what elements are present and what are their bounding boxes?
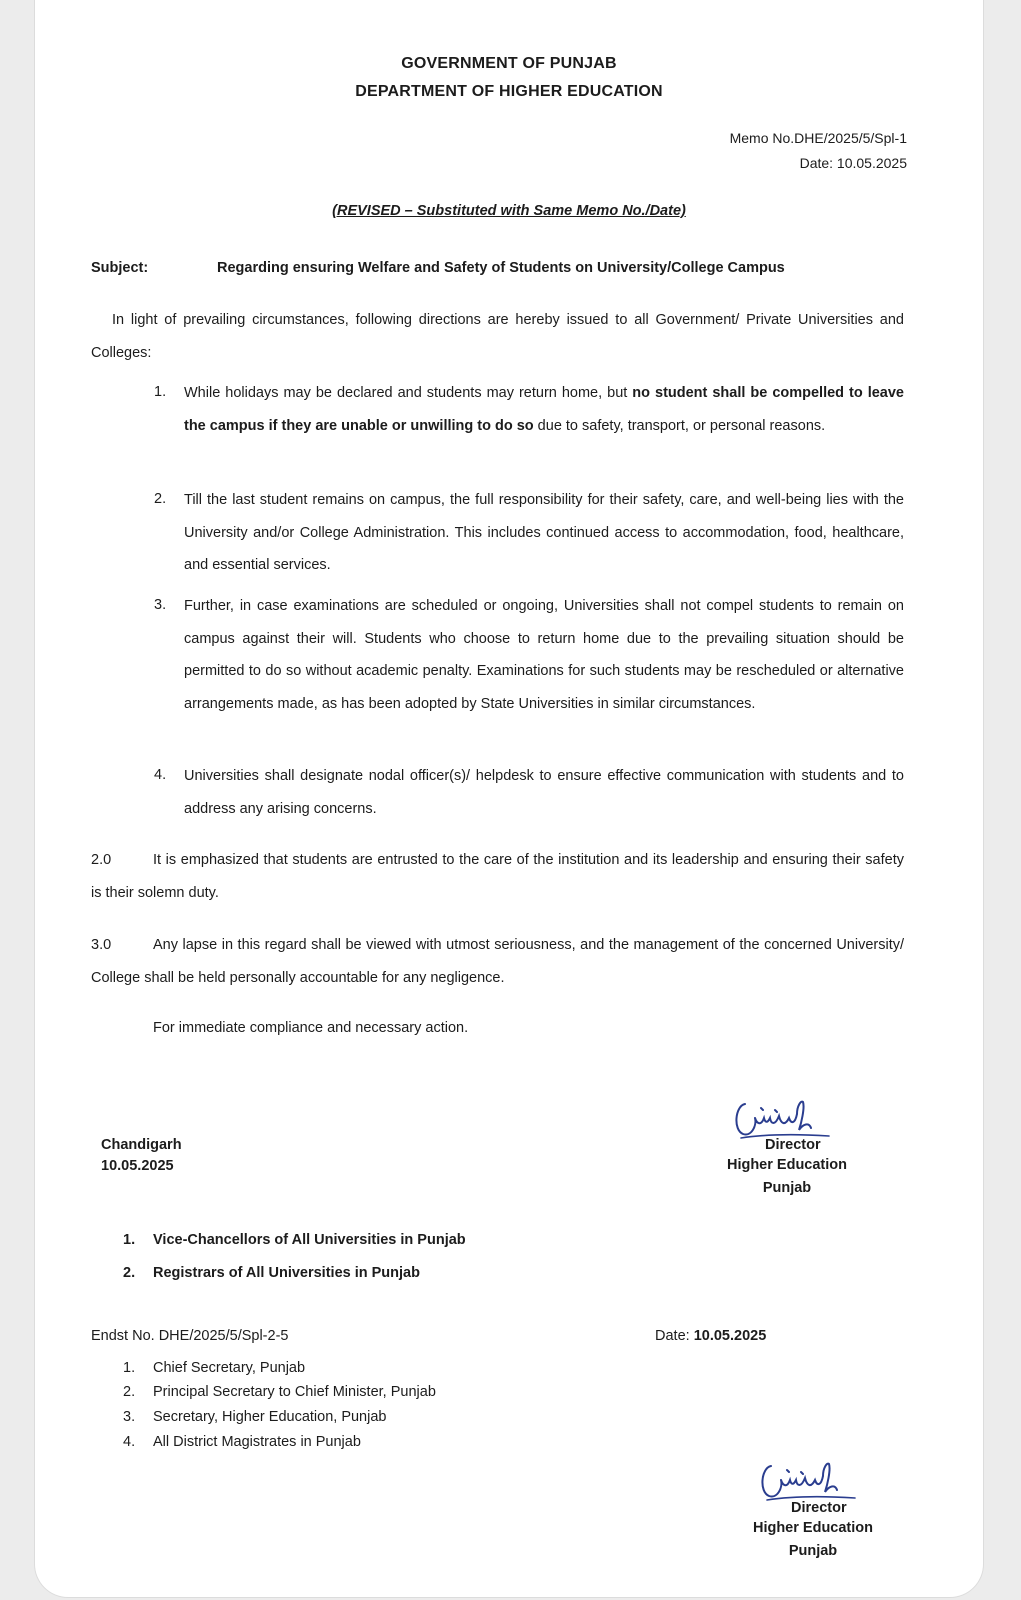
- recipient-2: Registrars of All Universities in Punjab: [153, 1265, 420, 1281]
- memo-number: Memo No.DHE/2025/5/Spl-1: [729, 130, 907, 146]
- direction-3-number: 3.: [154, 597, 167, 613]
- signatory-title-2: Director: [791, 1500, 847, 1516]
- direction-1: [184, 377, 904, 442]
- endorsement-date-value: 10.05.2025: [693, 1328, 767, 1344]
- endorsement-date: [655, 1328, 766, 1344]
- recipient-1-number: 1.: [123, 1232, 136, 1248]
- paragraph-2-text: It is emphasized that students are entrusted to the care of the institution and its leadership and ensuring their safety is their solemn duty.: [91, 852, 904, 901]
- paragraph-3: [91, 929, 904, 994]
- document-page: [34, 0, 984, 1598]
- endorsement-date-label: Date:: [655, 1328, 694, 1344]
- signatory-title: Director: [765, 1137, 821, 1153]
- direction-4-number: 4.: [154, 767, 167, 783]
- subject-label: Subject:: [91, 260, 149, 276]
- intro-paragraph: In light of prevailing circumstances, following directions are hereby issued to all Government/ Private Universities and Colleges:: [91, 312, 904, 361]
- signature-image-2: [757, 1456, 857, 1504]
- direction-3: Further, in case examinations are scheduled or ongoing, Universities shall not compel students to remain on campus against their will. Students who choose to return home due to the prevailing situation should be permitted to do so without academic penalty. Examinations for such students may be rescheduled or alternative arrangements made, as has been adopted by State Universities in similar circumstances.: [184, 598, 904, 712]
- direction-2: Till the last student remains on campus, the full responsibility for their safety, care, and well-being lies with the University and/or College Administration. This includes continued access to accommodation, food, healthcare, and essential services.: [184, 492, 904, 573]
- recipient-2-number: 2.: [123, 1265, 136, 1281]
- compliance-line: For immediate compliance and necessary action.: [153, 1020, 469, 1036]
- signatory-state: Punjab: [762, 1180, 812, 1196]
- government-heading: GOVERNMENT OF PUNJAB: [401, 55, 617, 72]
- copy-1: Chief Secretary, Punjab: [153, 1360, 306, 1376]
- copy-3: Secretary, Higher Education, Punjab: [153, 1409, 387, 1425]
- copy-3-number: 3.: [123, 1409, 136, 1425]
- direction-1-emphasis: no student shall be compelled to leave the campus if they are unable or unwilling to do so: [184, 385, 904, 434]
- copy-2: Principal Secretary to Chief Minister, Punjab: [153, 1384, 436, 1400]
- paragraph-2: [91, 844, 904, 909]
- endorsement-number: Endst No. DHE/2025/5/Spl-2-5: [91, 1328, 289, 1344]
- copy-2-number: 2.: [123, 1384, 136, 1400]
- subject-text: Regarding ensuring Welfare and Safety of Students on University/College Campus: [217, 260, 785, 276]
- copy-4-number: 4.: [123, 1434, 136, 1450]
- paragraph-3-text: Any lapse in this regard shall be viewed with utmost seriousness, and the management of the concerned University/ College shall be held personally accountable for any negligence.: [91, 937, 904, 986]
- revised-note: (REVISED – Substituted with Same Memo No./Date): [332, 203, 686, 219]
- copy-1-number: 1.: [123, 1360, 136, 1376]
- direction-2-number: 2.: [154, 491, 167, 507]
- department-heading: DEPARTMENT OF HIGHER EDUCATION: [355, 83, 663, 100]
- memo-date: Date: 10.05.2025: [799, 155, 907, 171]
- signatory-office: Higher Education: [726, 1157, 848, 1173]
- signature-image: [731, 1094, 831, 1142]
- direction-1-number: 1.: [154, 384, 167, 400]
- signatory-office-2: Higher Education: [752, 1520, 874, 1536]
- copy-4: All District Magistrates in Punjab: [153, 1434, 361, 1450]
- place-date: 10.05.2025: [101, 1158, 174, 1174]
- recipient-1: Vice-Chancellors of All Universities in Punjab: [153, 1232, 466, 1248]
- signatory-state-2: Punjab: [788, 1543, 838, 1559]
- paragraph-2-number: 2.0: [91, 852, 112, 868]
- paragraph-3-number: 3.0: [91, 937, 112, 953]
- direction-4: Universities shall designate nodal officer(s)/ helpdesk to ensure effective communication with students and to address any arising concerns.: [184, 768, 904, 817]
- place: Chandigarh: [101, 1137, 182, 1153]
- direction-1-text-end: due to safety, transport, or personal reasons.: [533, 417, 826, 434]
- direction-1-text-start: While holidays may be declared and students may return home, but: [184, 385, 633, 401]
